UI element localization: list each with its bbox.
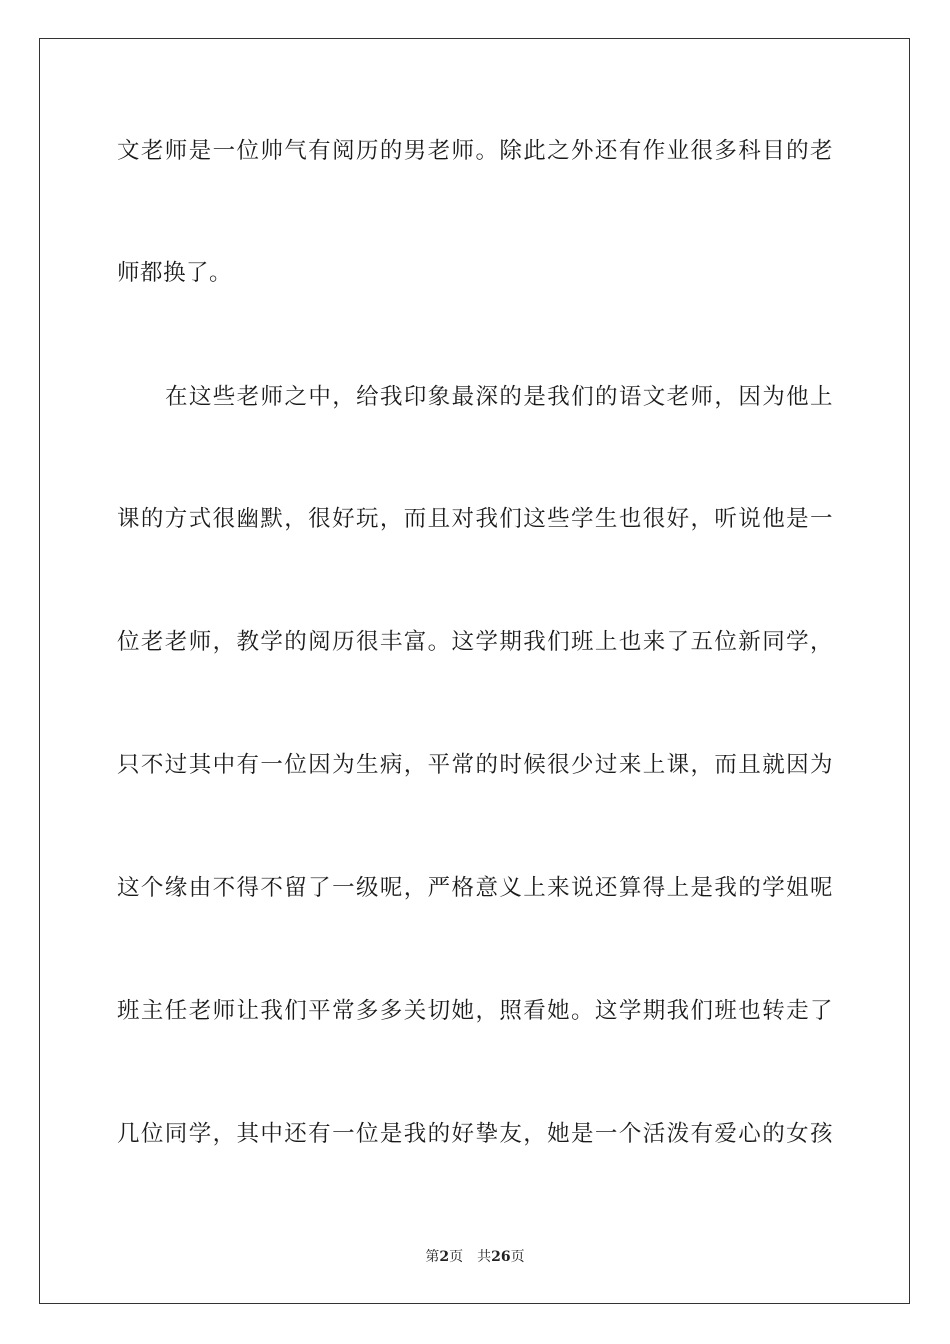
text-line-7: 这个缘由不得不留了一级呢，严格意义上来说还算得上是我的学姐呢 <box>117 875 833 901</box>
text-line-4: 课的方式很幽默，很好玩，而且对我们这些学生也很好，听说他是一 <box>117 506 833 532</box>
footer-total-pages: 26 <box>491 1249 511 1265</box>
footer-page-number: 2 <box>439 1249 450 1265</box>
page-footer <box>0 1248 950 1266</box>
text-line-9: 几位同学，其中还有一位是我的好挚友，她是一个活泼有爱心的女孩 <box>117 1121 833 1147</box>
text-line-1: 文老师是一位帅气有阅历的男老师。除此之外还有作业很多科目的老 <box>117 138 833 164</box>
page-frame <box>39 38 910 1304</box>
text-line-8: 班主任老师让我们平常多多关切她，照看她。这学期我们班也转走了 <box>117 998 833 1024</box>
text-line-2: 师都换了。 <box>117 260 233 286</box>
text-line-6: 只不过其中有一位因为生病，平常的时候很少过来上课，而且就因为 <box>117 752 833 778</box>
footer-total-prefix: 共 <box>477 1249 492 1265</box>
footer-total-suffix: 页 <box>510 1249 525 1265</box>
footer-page-suffix: 页 <box>449 1249 464 1265</box>
text-line-3: 在这些老师之中，给我印象最深的是我们的语文老师，因为他上 <box>165 384 833 410</box>
footer-page-prefix: 第 <box>425 1249 440 1265</box>
text-line-5: 位老老师，教学的阅历很丰富。这学期我们班上也来了五位新同学， <box>117 629 833 655</box>
